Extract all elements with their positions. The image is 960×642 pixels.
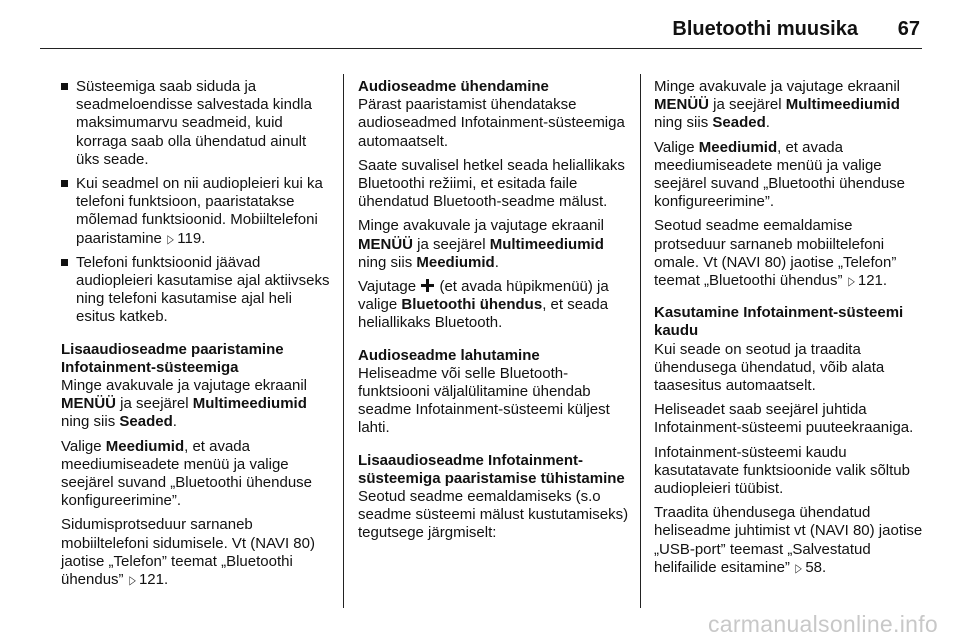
square-bullet-icon <box>61 180 68 187</box>
paragraph: Minge avakuvale ja vajutage ekraanil MENÜÜ ja seejärel Multimeediumid ning siis Seaded. <box>61 377 307 431</box>
paragraph: Valige Meediumid, et avada meediumiseadete menüü ja valige seejärel suvand „Bluetoothi ühenduse konfigureerimine”. <box>61 437 313 510</box>
menu-label: Seaded <box>119 413 173 431</box>
column-divider <box>640 74 641 608</box>
paragraph: Pärast paaristamist ühendatakse audioseadmed Infotainment-süsteemiga automaatselt. <box>358 96 625 150</box>
section-heading: Audioseadme lahutamine <box>358 346 540 364</box>
paragraph: Seotud seadme eemaldamise protseduur sarnaneb mobiiltelefoni omale. Vt (NAVI 80) jaotise „Telefon” teemat „Bluetoothi ühendus” ▷ 121. <box>654 217 897 290</box>
page-reference[interactable]: 121. <box>857 272 888 290</box>
watermark: carmanualsonline.info <box>707 611 938 637</box>
plus-icon <box>421 279 434 292</box>
section-heading: Audioseadme ühendamine <box>358 78 549 95</box>
paragraph: Heliseadet saab seejärel juhtida Infotainment-süsteemi puuteekraaniga. <box>654 401 914 437</box>
page-title: Bluetoothi muusika <box>672 18 858 40</box>
page-reference[interactable]: 119. <box>177 229 206 247</box>
paragraph: Minge avakuvale ja vajutage ekraanil MENÜÜ ja seejärel Multimeediumid ning siis Meediumid. <box>358 217 604 271</box>
section-heading: Lisaaudioseadme paaristamine Infotainment-süsteemiga <box>61 340 284 376</box>
paragraph: Seotud seadme eemaldamiseks (s.o seadme süsteemi mälust kustutamiseks) tegutsege järgmiselt: <box>358 488 629 542</box>
page-reference-arrow-icon: ▷ <box>167 231 174 246</box>
menu-label: Multimeediumid <box>489 235 604 253</box>
section-heading: Kasutamine Infotainment-süsteemi kaudu <box>654 304 904 340</box>
section-heading: Lisaaudioseadme Infotainment-süsteemiga paaristamise tühistamine <box>358 451 625 487</box>
bullet-item: Süsteemiga saab siduda ja seadmeloendisse salvestada kindla maksimumarvu seadmeid, kuid korraga saab olla ühendatud ainult üks seade. <box>61 78 333 169</box>
menu-label: MENÜÜ <box>358 235 413 253</box>
paragraph: Sidumisprotseduur sarnaneb mobiiltelefoni sidumisele. Vt (NAVI 80) jaotise „Telefon” teemat „Bluetoothi ühendus” ▷ 121. <box>61 516 315 589</box>
menu-label: MENÜÜ <box>654 96 709 114</box>
header-divider <box>40 48 922 49</box>
menu-label: Multimeediumid <box>785 96 900 114</box>
menu-label: MENÜÜ <box>61 395 116 413</box>
menu-label: Meediumid <box>105 437 185 455</box>
column-3 <box>654 78 926 583</box>
paragraph: Valige Meediumid, et avada meediumiseadete menüü ja valige seejärel suvand „Bluetoothi ühenduse konfigureerimine”. <box>654 138 906 211</box>
column-2 <box>358 78 630 549</box>
paragraph: Kui seade on seotud ja traadita ühendusega ühendatud, võib alata taasesitus automaatselt. <box>654 340 885 395</box>
page-reference-arrow-icon: ▷ <box>795 560 802 575</box>
square-bullet-icon <box>61 259 68 266</box>
paragraph: Vajutage (et avada hüpikmenüü) ja valige Bluetoothi ühendus, et seada heliallikaks Bluetooth. <box>358 278 609 332</box>
bullet-item: Kui seadmel on nii audiopleieri kui ka telefoni funktsioon, paaristatakse mõlemad funktsioonid. Mobiiltelefoni paaristamine ▷ 119. <box>61 175 333 248</box>
menu-label: Seaded <box>712 114 766 132</box>
page-reference[interactable]: 121. <box>138 571 169 589</box>
menu-label: Multimeediumid <box>192 395 307 413</box>
square-bullet-icon <box>61 83 68 90</box>
paragraph: Saate suvalisel hetkel seada heliallikaks Bluetoothi režiimi, et esitada faile ühendatud Bluetooth-seadme mälust. <box>358 156 625 211</box>
page-number: 67 <box>897 18 920 40</box>
paragraph: Heliseadme või selle Bluetooth-funktsiooni väljalülitamine ühendab seadme Infotainment-süsteemi küljest lahti. <box>358 364 610 437</box>
page-reference-arrow-icon: ▷ <box>848 274 855 289</box>
paragraph: Minge avakuvale ja vajutage ekraanil MENÜÜ ja seejärel Multimeediumid ning siis Seaded. <box>654 78 900 132</box>
menu-label: Meediumid <box>698 138 778 156</box>
menu-label: Bluetoothi ühendus <box>401 296 543 314</box>
page-reference[interactable]: 58. <box>805 558 827 576</box>
column-1 <box>61 78 333 595</box>
bullet-item: Telefoni funktsioonid jäävad audiopleieri kasutamise ajal aktiivseks ning telefoni kasutamise ajal heli esitus katkeb. <box>61 254 333 327</box>
page-header <box>0 0 960 48</box>
page-reference-arrow-icon: ▷ <box>129 573 136 588</box>
paragraph: Infotainment-süsteemi kaudu kasutatavate funktsioonide valik sõltub audiopleieri tüübist. <box>654 443 910 498</box>
column-divider <box>343 74 344 608</box>
menu-label: Meediumid <box>416 253 495 271</box>
paragraph: Traadita ühendusega ühendatud heliseadme juhtimist vt (NAVI 80) jaotise „USB-port” teemast „Salvestatud helifailide esitamine” ▷ 58. <box>654 504 923 576</box>
